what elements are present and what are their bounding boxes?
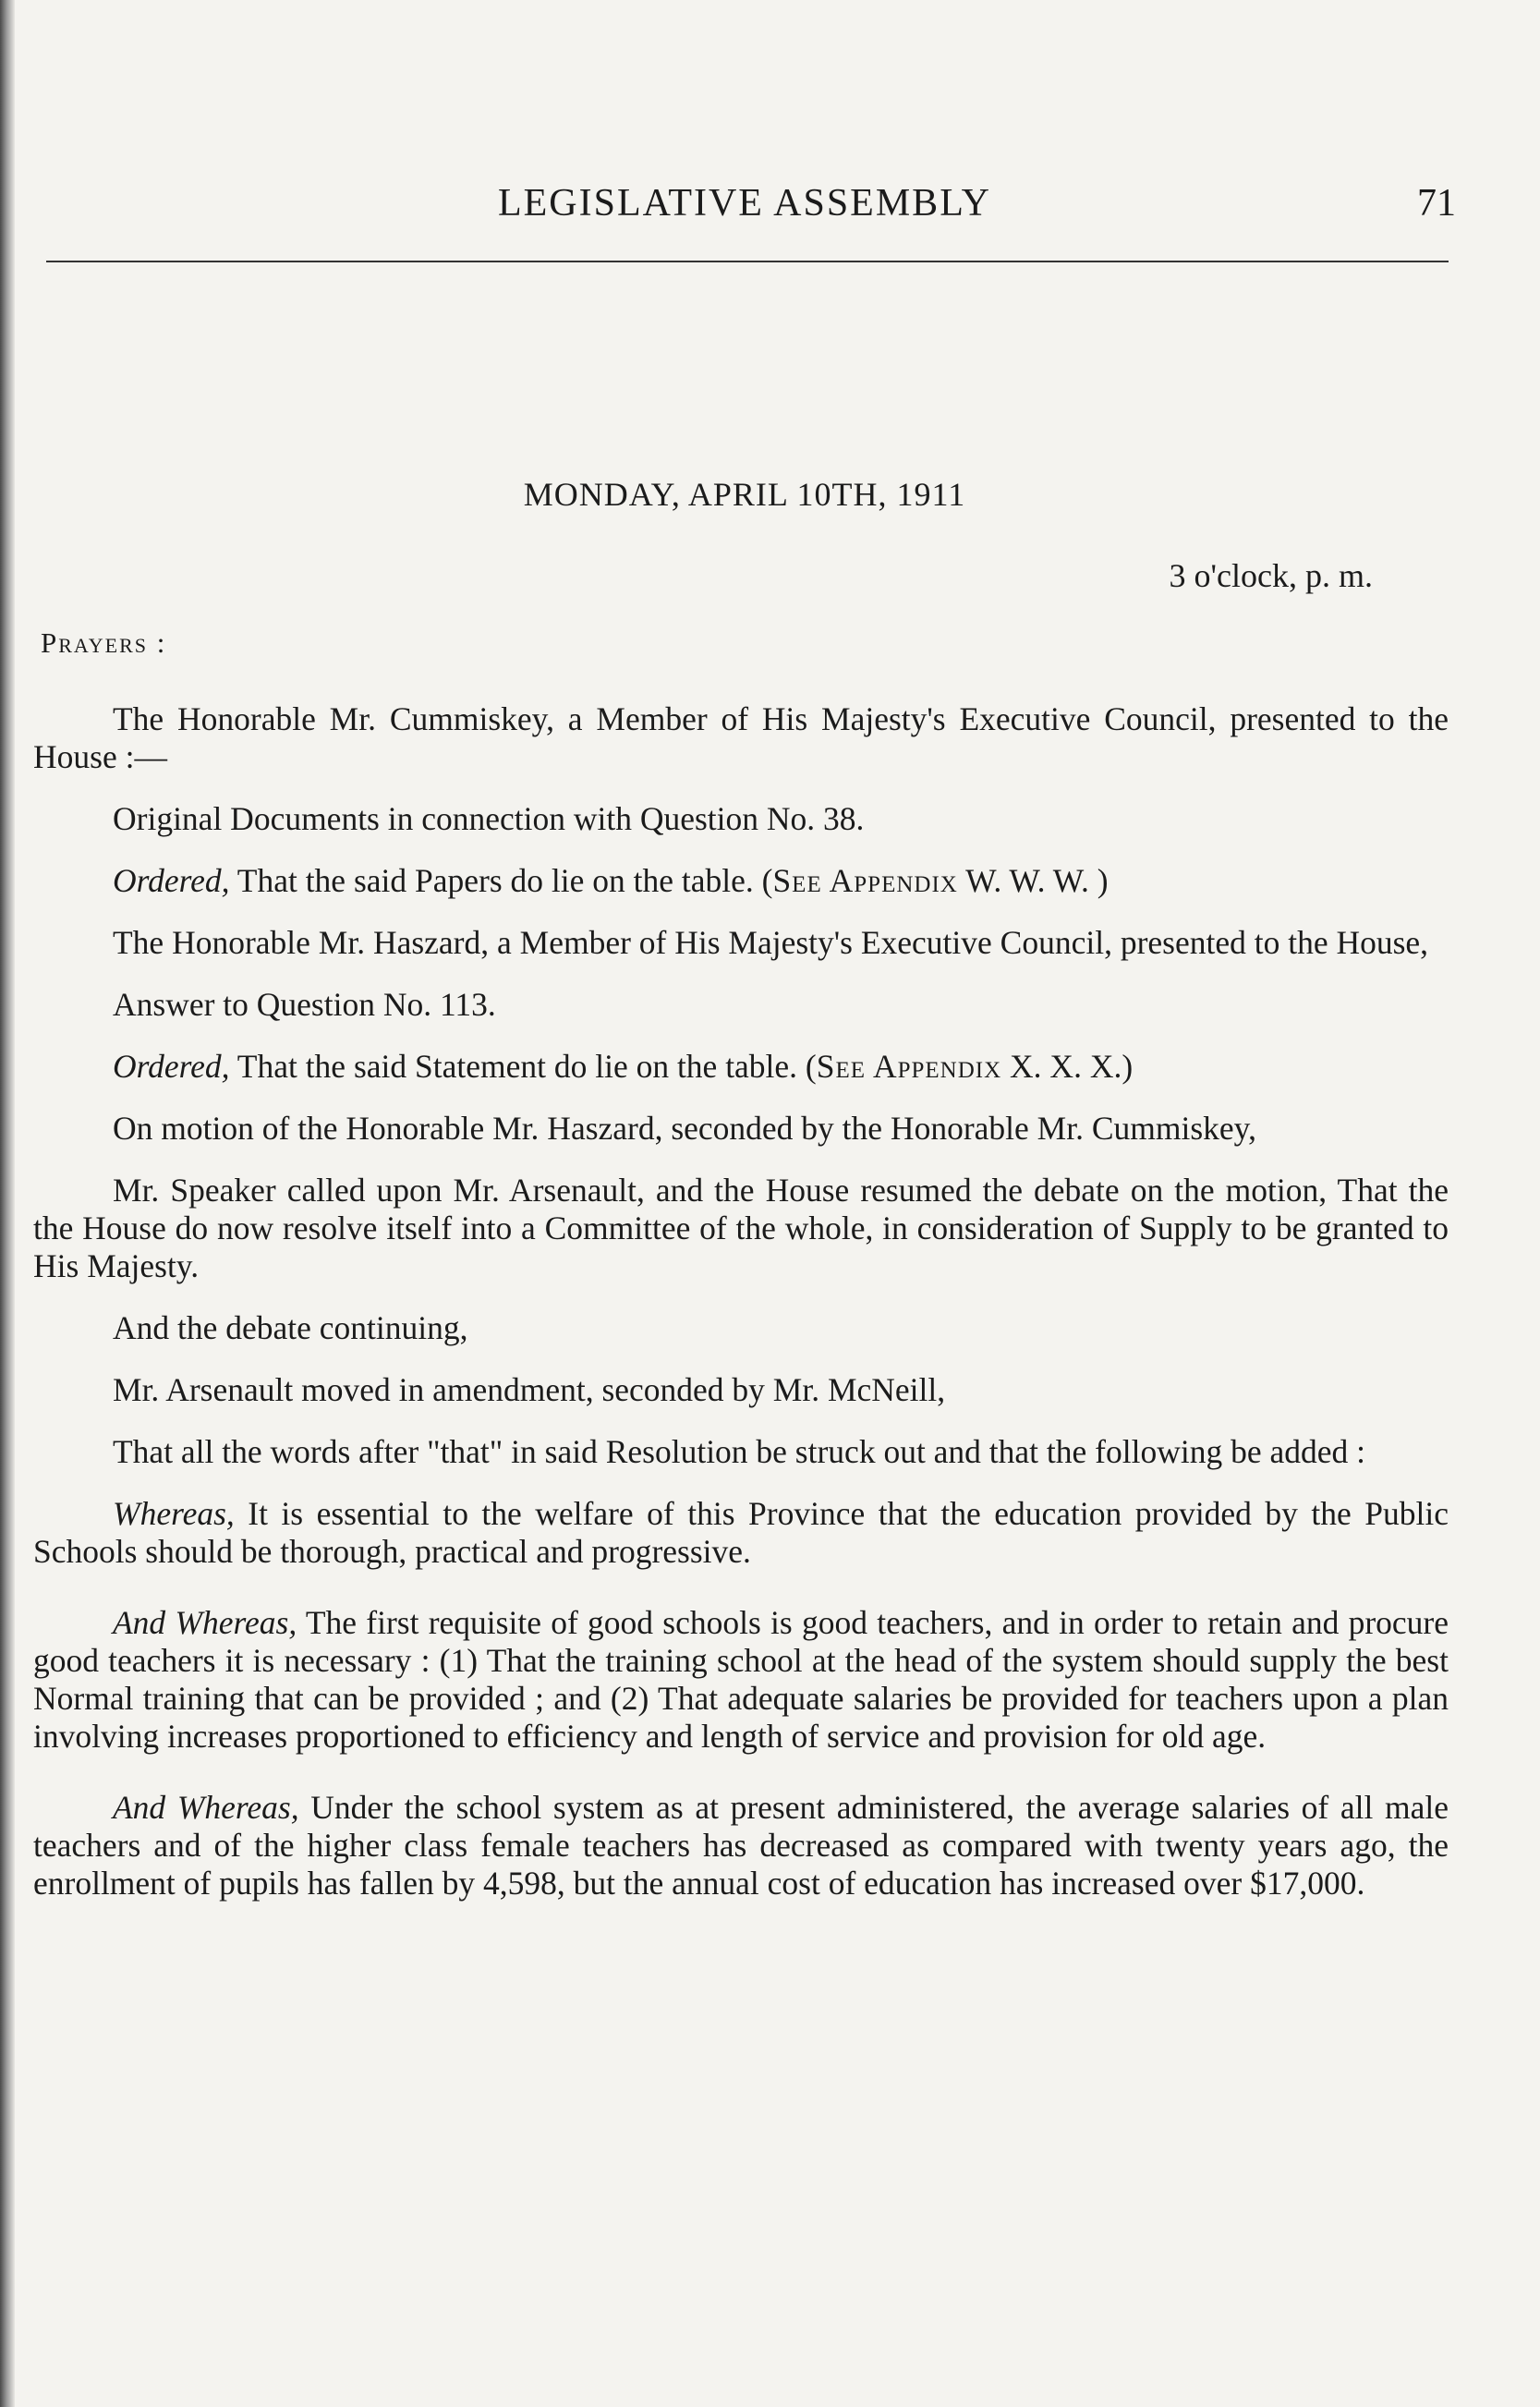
page-header xyxy=(33,181,1456,237)
paragraph-words-struck: That all the words after "that" in said Resolution be struck out and that the following be added : xyxy=(113,1433,1365,1470)
document-page xyxy=(33,0,1456,2407)
running-title: LEGISLATIVE ASSEMBLY xyxy=(498,182,991,225)
whereas-lead: Whereas, xyxy=(113,1495,235,1532)
page-number: 71 xyxy=(1417,182,1456,225)
session-date: MONDAY, APRIL 10TH, 1911 xyxy=(523,476,966,513)
whereas-text: The first requisite of good schools is good teachers, and in order to retain and procure good teachers it is necessary : (1) That the training school at the head of the system should supply the best Normal training that can be provided ; and (2) That adequate salaries be provided for teachers upon a plan involving increases proportioned to efficiency and length of service and provision for old age. xyxy=(33,1604,1449,1755)
paragraph-ordered-papers xyxy=(33,862,1449,900)
session-time: 3 o'clock, p. m. xyxy=(1169,557,1373,594)
appendix-code: W. W. W. ) xyxy=(957,862,1109,899)
ordered-text: That the said Statement do lie on the table. ( xyxy=(229,1048,817,1085)
paragraph-amendment-moved: Mr. Arsenault moved in amendment, seconded by Mr. McNeill, xyxy=(113,1371,946,1408)
whereas-text: It is essential to the welfare of this Province that the education provided by the Public Schools should be thorough, practical and progressive. xyxy=(33,1495,1449,1570)
paragraph-whereas-1 xyxy=(33,1495,1449,1571)
whereas-lead: And Whereas, xyxy=(113,1789,299,1826)
minutes-body xyxy=(33,700,1449,1927)
appendix-reference: See Appendix xyxy=(816,1048,1002,1085)
paragraph-answer-question: Answer to Question No. 113. xyxy=(113,986,496,1023)
paragraph-motion: On motion of the Honorable Mr. Haszard, seconded by the Honorable Mr. Cummiskey, xyxy=(113,1110,1256,1147)
paragraph-haszard-presented: The Honorable Mr. Haszard, a Member of His Majesty's Executive Council, presented to the House, xyxy=(113,924,1429,961)
paragraph-original-documents: Original Documents in connection with Question No. 38. xyxy=(113,800,865,837)
paragraph-whereas-3 xyxy=(33,1789,1449,1903)
ordered-text: That the said Papers do lie on the table. ( xyxy=(229,862,773,899)
whereas-text: Under the school system as at present administered, the average salaries of all male teachers and of the higher class female teachers has decreased as compared with twenty years ago, the enrollment of pupils has fallen by 4,598, but the annual cost of education has increased over $17,000. xyxy=(33,1789,1449,1902)
appendix-reference: See Appendix xyxy=(772,862,958,899)
paragraph-ordered-statement xyxy=(33,1048,1449,1086)
paragraph-debate-continuing: And the debate continuing, xyxy=(113,1309,468,1346)
paragraph-cummiskey-presented: The Honorable Mr. Cummiskey, a Member of His Majesty's Executive Council, presented to the House :— xyxy=(33,700,1449,775)
ordered-lead: Ordered, xyxy=(113,1048,230,1085)
paragraph-speaker-called: Mr. Speaker called upon Mr. Arsenault, and the House resumed the debate on the motion, That the the House do now resolve itself into a Committee of the whole, in consideration of Supply to be granted to His Majesty. xyxy=(33,1172,1449,1284)
appendix-code: X. X. X.) xyxy=(1001,1048,1134,1085)
paragraph-whereas-2 xyxy=(33,1604,1449,1756)
page-edge-shadow xyxy=(0,0,15,2407)
header-rule xyxy=(46,261,1449,262)
ordered-lead: Ordered, xyxy=(113,862,230,899)
whereas-lead: And Whereas, xyxy=(113,1604,297,1641)
prayers-heading: Prayers : xyxy=(41,626,167,659)
